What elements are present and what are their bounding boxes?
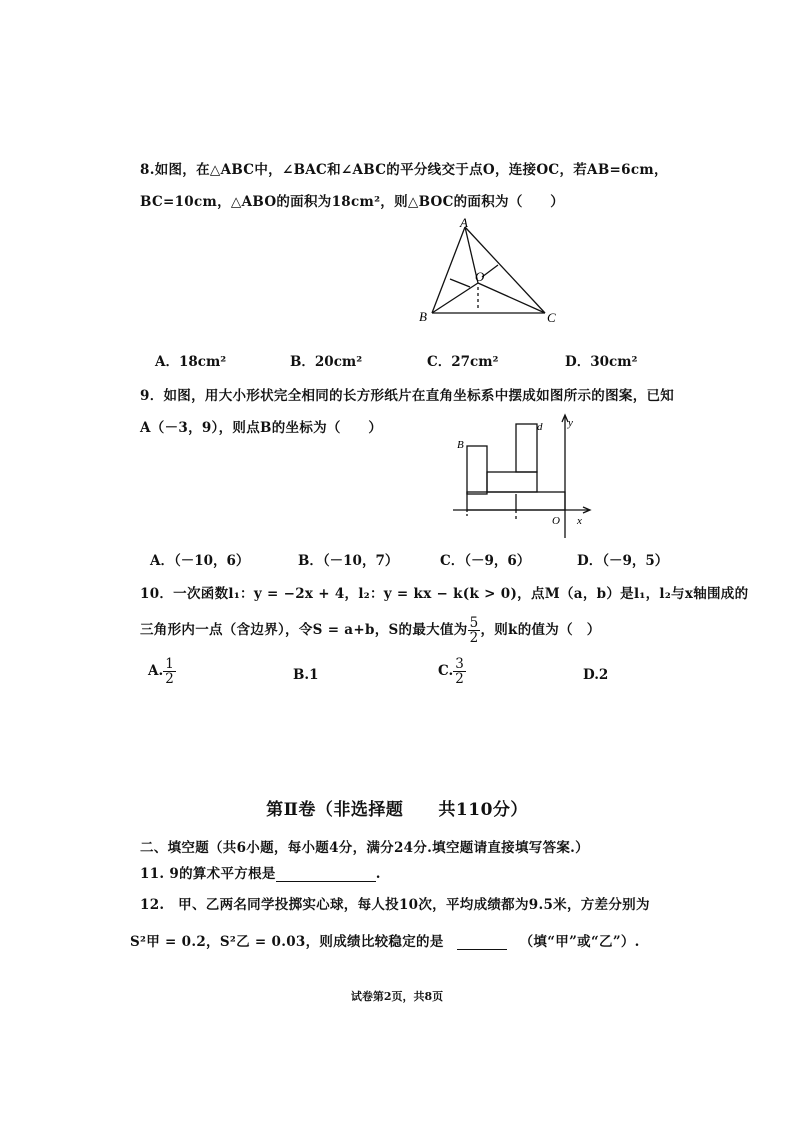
q10-option-c-num: 3	[455, 656, 464, 672]
q12-line2-pre: S²甲 = 0.2，S²乙 = 0.03，则成绩比较稳定的是	[130, 934, 444, 950]
q10-option-a-num: 1	[165, 656, 174, 672]
q11-text: 11. 9的算术平方根是	[140, 866, 276, 882]
q10-option-a-den: 2	[165, 671, 174, 688]
q12-line2	[130, 930, 640, 950]
q9-label-y: y	[568, 417, 573, 429]
q8-option-d: D．30cm²	[565, 354, 638, 370]
q10-option-c-den: 2	[455, 671, 464, 688]
q10-option-a-prefix: A.	[148, 663, 164, 680]
q9-label-B: B	[457, 439, 464, 451]
q10-frac-num: 5	[469, 615, 479, 631]
q12-answer-blank[interactable]	[457, 933, 507, 950]
q9-option-d: D．（－9，5）	[577, 553, 669, 569]
q11-end: .	[375, 866, 381, 882]
q10-line2-pre: 三角形内一点（含边界），令S = a+b，S的最大值为	[140, 622, 468, 639]
q9-option-a: A．（－10，6）	[150, 553, 250, 569]
q10-option-d: D.2	[583, 667, 609, 683]
q11-answer-blank[interactable]	[276, 865, 376, 882]
page-footer: 试卷第2页，共8页	[350, 990, 444, 1003]
q8-line1: 8.如图，在△ABC中，∠BAC和∠ABC的平分线交于点O，连接OC，若AB=6cm，	[140, 162, 668, 178]
q9-option-c: C．（－9，6）	[440, 553, 531, 569]
q8-label-A: A	[460, 215, 468, 230]
q8-line2: BC=10cm，△ABO的面积为18cm²，则△BOC的面积为（ ）	[140, 194, 565, 210]
q9-line2: A（－3，9），则点B的坐标为（ ）	[140, 420, 383, 436]
q10-line2	[140, 616, 601, 645]
q8-option-a: A．18cm²	[155, 354, 227, 370]
q12-line2-post: （填“甲”或“乙”）.	[519, 934, 640, 950]
q8-label-O: O	[475, 269, 485, 284]
q8-label-B: B	[419, 309, 427, 324]
q8-triangle-figure	[410, 215, 560, 327]
q11-line	[140, 862, 381, 882]
q8-option-b: B．20cm²	[290, 354, 363, 370]
q8-label-C: C	[547, 310, 556, 325]
q9-label-A: d	[537, 421, 543, 433]
q10-line2-post: ，则k的值为（ ）	[480, 622, 601, 639]
q12-line1: 12. 甲、乙两名同学投掷实心球，每人投10次，平均成绩都为9.5米，方差分别为	[140, 897, 650, 913]
q9-label-O: O	[552, 515, 560, 527]
q10-fraction-five-halves	[468, 616, 481, 645]
q9-label-x: x	[577, 515, 582, 527]
q10-option-c-fraction	[453, 657, 466, 686]
section2-instructions: 二、填空题（共6小题，每小题4分，满分24分.填空题请直接填写答案.）	[140, 840, 589, 856]
q9-rectangles-figure	[445, 410, 595, 540]
q10-option-c-prefix: C.	[438, 663, 454, 680]
q10-option-a	[148, 657, 176, 686]
q10-option-c	[438, 657, 466, 686]
q10-line1: 10．一次函数l₁：y = −2x + 4，l₂：y = kx − k(k > 0)，点M（a，b）是l₁，l₂与x轴围成的	[140, 586, 749, 602]
q9-option-b: B．（－10，7）	[298, 553, 399, 569]
q8-option-c: C．27cm²	[427, 354, 499, 370]
q10-option-b: B.1	[293, 667, 319, 683]
q9-line1: 9．如图，用大小形状完全相同的长方形纸片在直角坐标系中摆成如图所示的图案，已知	[140, 388, 675, 404]
q10-frac-den: 2	[469, 630, 479, 647]
section2-title: 第Ⅱ卷（非选择题 共110分）	[266, 800, 528, 820]
q10-option-a-fraction	[163, 657, 176, 686]
